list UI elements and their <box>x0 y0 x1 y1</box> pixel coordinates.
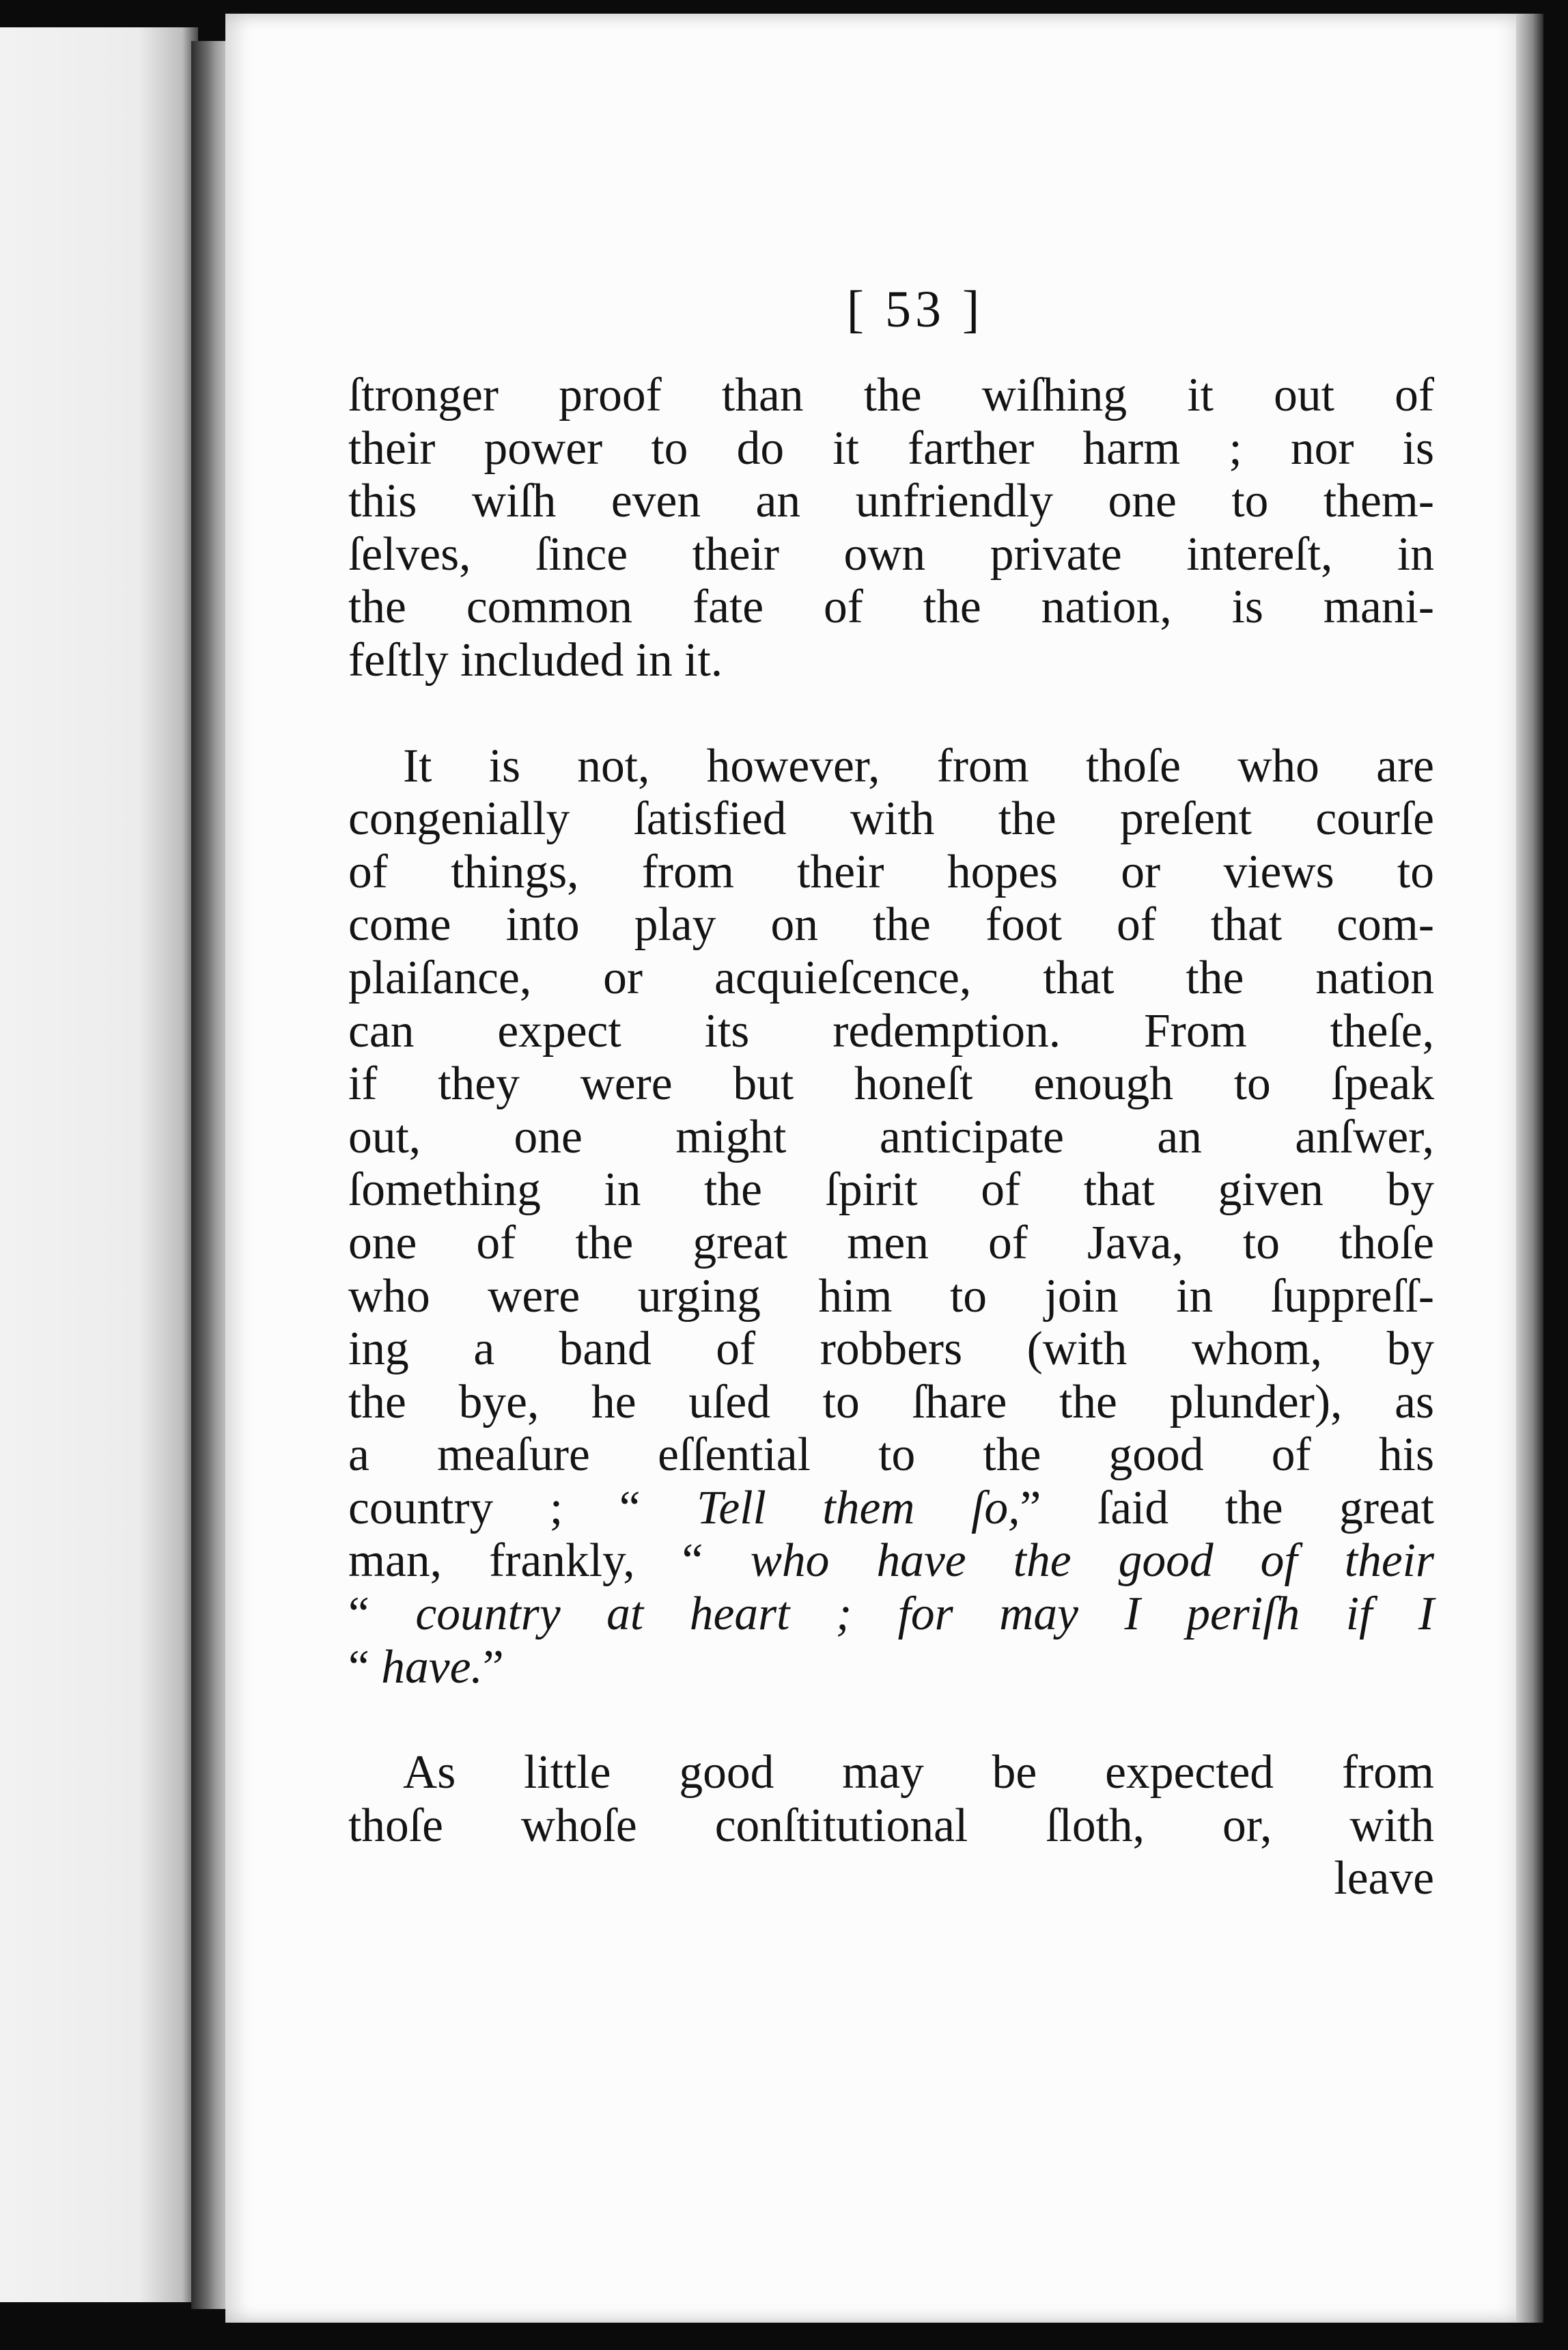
paragraph-2 <box>348 740 1434 1694</box>
text-line: of things, from their hopes or views to <box>348 845 1434 898</box>
text-line: thoſe whoſe conſtitutional ſloth, or, with <box>348 1799 1434 1852</box>
text-line: plaiſance, or acquieſcence, that the nation <box>348 951 1434 1004</box>
page-number: [ 53 ] <box>846 281 984 338</box>
catchword: leave <box>1334 1852 1434 1905</box>
text-line: out, one might anticipate an anſwer, <box>348 1110 1434 1163</box>
text-line: As little good may be expected from <box>403 1746 1434 1799</box>
text-line: who were urging him to join in ſuppreſſ- <box>348 1269 1434 1323</box>
quote-line <box>348 1534 1434 1588</box>
quote-text-roman: ” ſaid the great <box>1020 1481 1434 1534</box>
text-line: ſelves, ſince their own private intereſt, in <box>348 527 1434 581</box>
text-line: ing a band of robbers (with whom, by <box>348 1323 1434 1376</box>
quote-mark: “ <box>348 1640 369 1694</box>
text-line: come into play on the foot of that com- <box>348 898 1434 952</box>
text-line: the common fate of the nation, is mani- <box>348 581 1434 634</box>
text-line: their power to do it farther harm ; nor is <box>348 421 1434 475</box>
text-line: ſomething in the ſpirit of that given by <box>348 1163 1434 1217</box>
paragraph-3 <box>348 1746 1434 1905</box>
quote-text-roman: country ; “ <box>348 1481 641 1534</box>
text-line: this wiſh even an unfriendly one to them- <box>348 475 1434 528</box>
text-line: the bye, he uſed to ſhare the plunder), as <box>348 1375 1434 1428</box>
book-page <box>225 14 1530 2323</box>
text-line: a meaſure eſſential to the good of his <box>348 1428 1434 1482</box>
text-line: It is not, however, from thoſe who are <box>403 739 1434 792</box>
text-line: one of the great men of Java, to thoſe <box>348 1216 1434 1269</box>
paragraph-1 <box>348 369 1434 687</box>
quote-text-italic: have. <box>381 1640 483 1694</box>
quote-mark: “ <box>348 1588 369 1641</box>
page-fore-edge <box>1516 14 1543 2323</box>
quote-text-roman: ” <box>482 1640 504 1694</box>
text-line: congenially ſatisfied with the preſent courſe <box>348 792 1434 846</box>
text-line: can expect its redemption. From theſe, <box>348 1004 1434 1058</box>
quote-text-italic: who have the good of their <box>750 1534 1435 1588</box>
quote-line <box>348 1641 1434 1694</box>
text-line: feſtly included in it. <box>348 633 723 687</box>
text-line: if they were but honeſt enough to ſpeak <box>348 1058 1434 1111</box>
quote-line <box>348 1588 1434 1641</box>
quote-line <box>348 1482 1434 1535</box>
quote-text-italic: Tell them ſo, <box>697 1481 1020 1534</box>
facing-page-edge <box>0 27 198 2302</box>
page-body <box>348 369 1434 1905</box>
quote-text-italic: country at heart ; for may I periſh if I <box>415 1588 1434 1641</box>
text-line: ſtronger proof than the wiſhing it out of <box>348 369 1434 421</box>
quote-text-roman: man, frankly, “ <box>348 1534 703 1588</box>
